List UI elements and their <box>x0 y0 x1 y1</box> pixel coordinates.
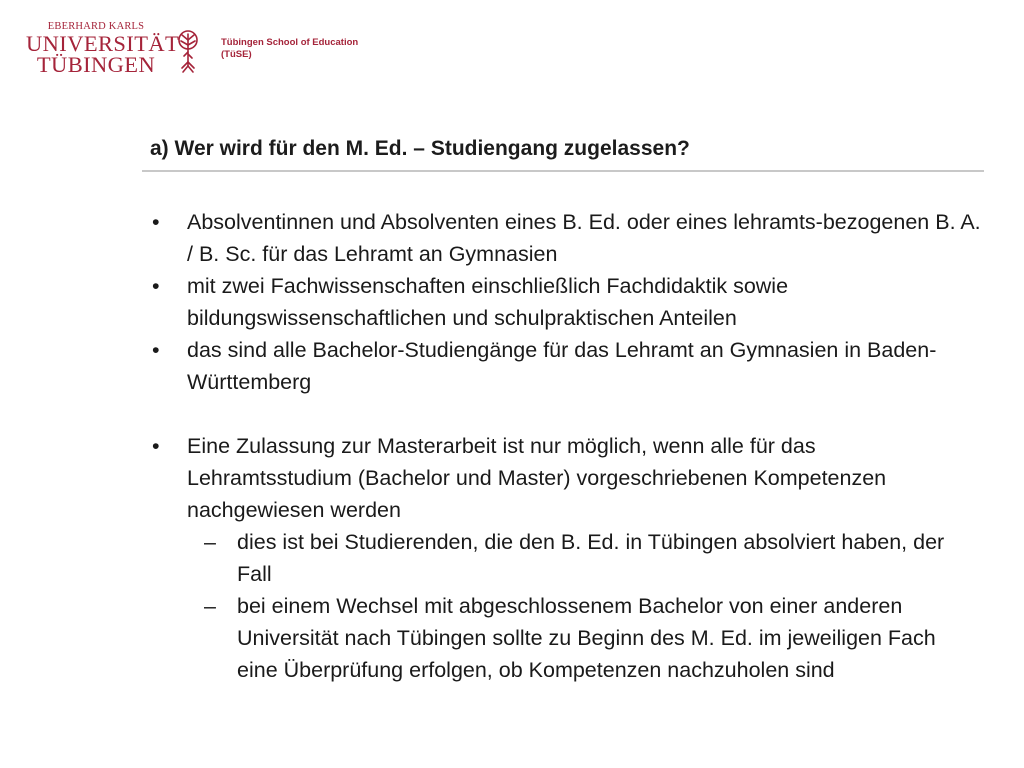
bullet-text: mit zwei Fachwissenschaften einschließlich Fachdidaktik sowie bildungswissenschaftlichen und schulpraktischen Anteilen <box>187 274 789 330</box>
bullet-item <box>152 430 982 526</box>
sub-bullet-symbol: – <box>204 594 216 618</box>
bullet-item <box>152 334 982 398</box>
bullet-item <box>152 270 982 334</box>
sub-bullet-item <box>152 526 982 590</box>
bullet-symbol: • <box>152 434 160 458</box>
sub-bullet-item <box>152 590 982 686</box>
sub-bullet-symbol: – <box>204 530 216 554</box>
school-name-line: Tübingen School of Education <box>221 37 359 48</box>
bullet-text: das sind alle Bachelor-Studiengänge für das Lehramt an Gymnasien in Baden-Württemberg <box>187 338 937 394</box>
slide-title: a) Wer wird für den M. Ed. – Studiengang zugelassen? <box>150 137 690 160</box>
university-logo <box>26 20 180 77</box>
slide-content <box>152 206 982 686</box>
spacer <box>152 398 982 430</box>
bullet-text: Eine Zulassung zur Masterarbeit ist nur möglich, wenn alle für das Lehramtsstudium (Bachelor und Master) vorgeschriebenen Kompetenzen nachgewiesen werden <box>187 434 887 522</box>
school-abbreviation: (TüSE) <box>221 49 252 60</box>
logo-line-universitaet: UNIVERSITÄT <box>26 31 180 56</box>
bullet-text: Absolventinnen und Absolventen eines B. Ed. oder eines lehramts-bezogenen B. A. / B. Sc. für das Lehramt an Gymnasien <box>187 210 981 266</box>
bullet-symbol: • <box>152 274 160 298</box>
logo-line-tuebingen: TÜBINGEN <box>36 52 156 77</box>
sub-bullet-text: bei einem Wechsel mit abgeschlossenem Bachelor von einer anderen Universität nach Tübingen sollte zu Beginn des M. Ed. im jeweiligen Fach eine Überprüfung erfolgen, ob Kompetenzen nachzuholen sind <box>237 594 936 682</box>
logo-line-eberhard-karls: EBERHARD KARLS <box>47 21 145 32</box>
bullet-symbol: • <box>152 210 160 234</box>
sub-bullet-text: dies ist bei Studierenden, die den B. Ed. in Tübingen absolviert haben, der Fall <box>237 530 945 586</box>
bullet-symbol: • <box>152 338 160 362</box>
bullet-item <box>152 206 982 270</box>
tree-icon <box>174 28 202 74</box>
title-divider <box>142 170 984 172</box>
school-name <box>221 37 358 61</box>
